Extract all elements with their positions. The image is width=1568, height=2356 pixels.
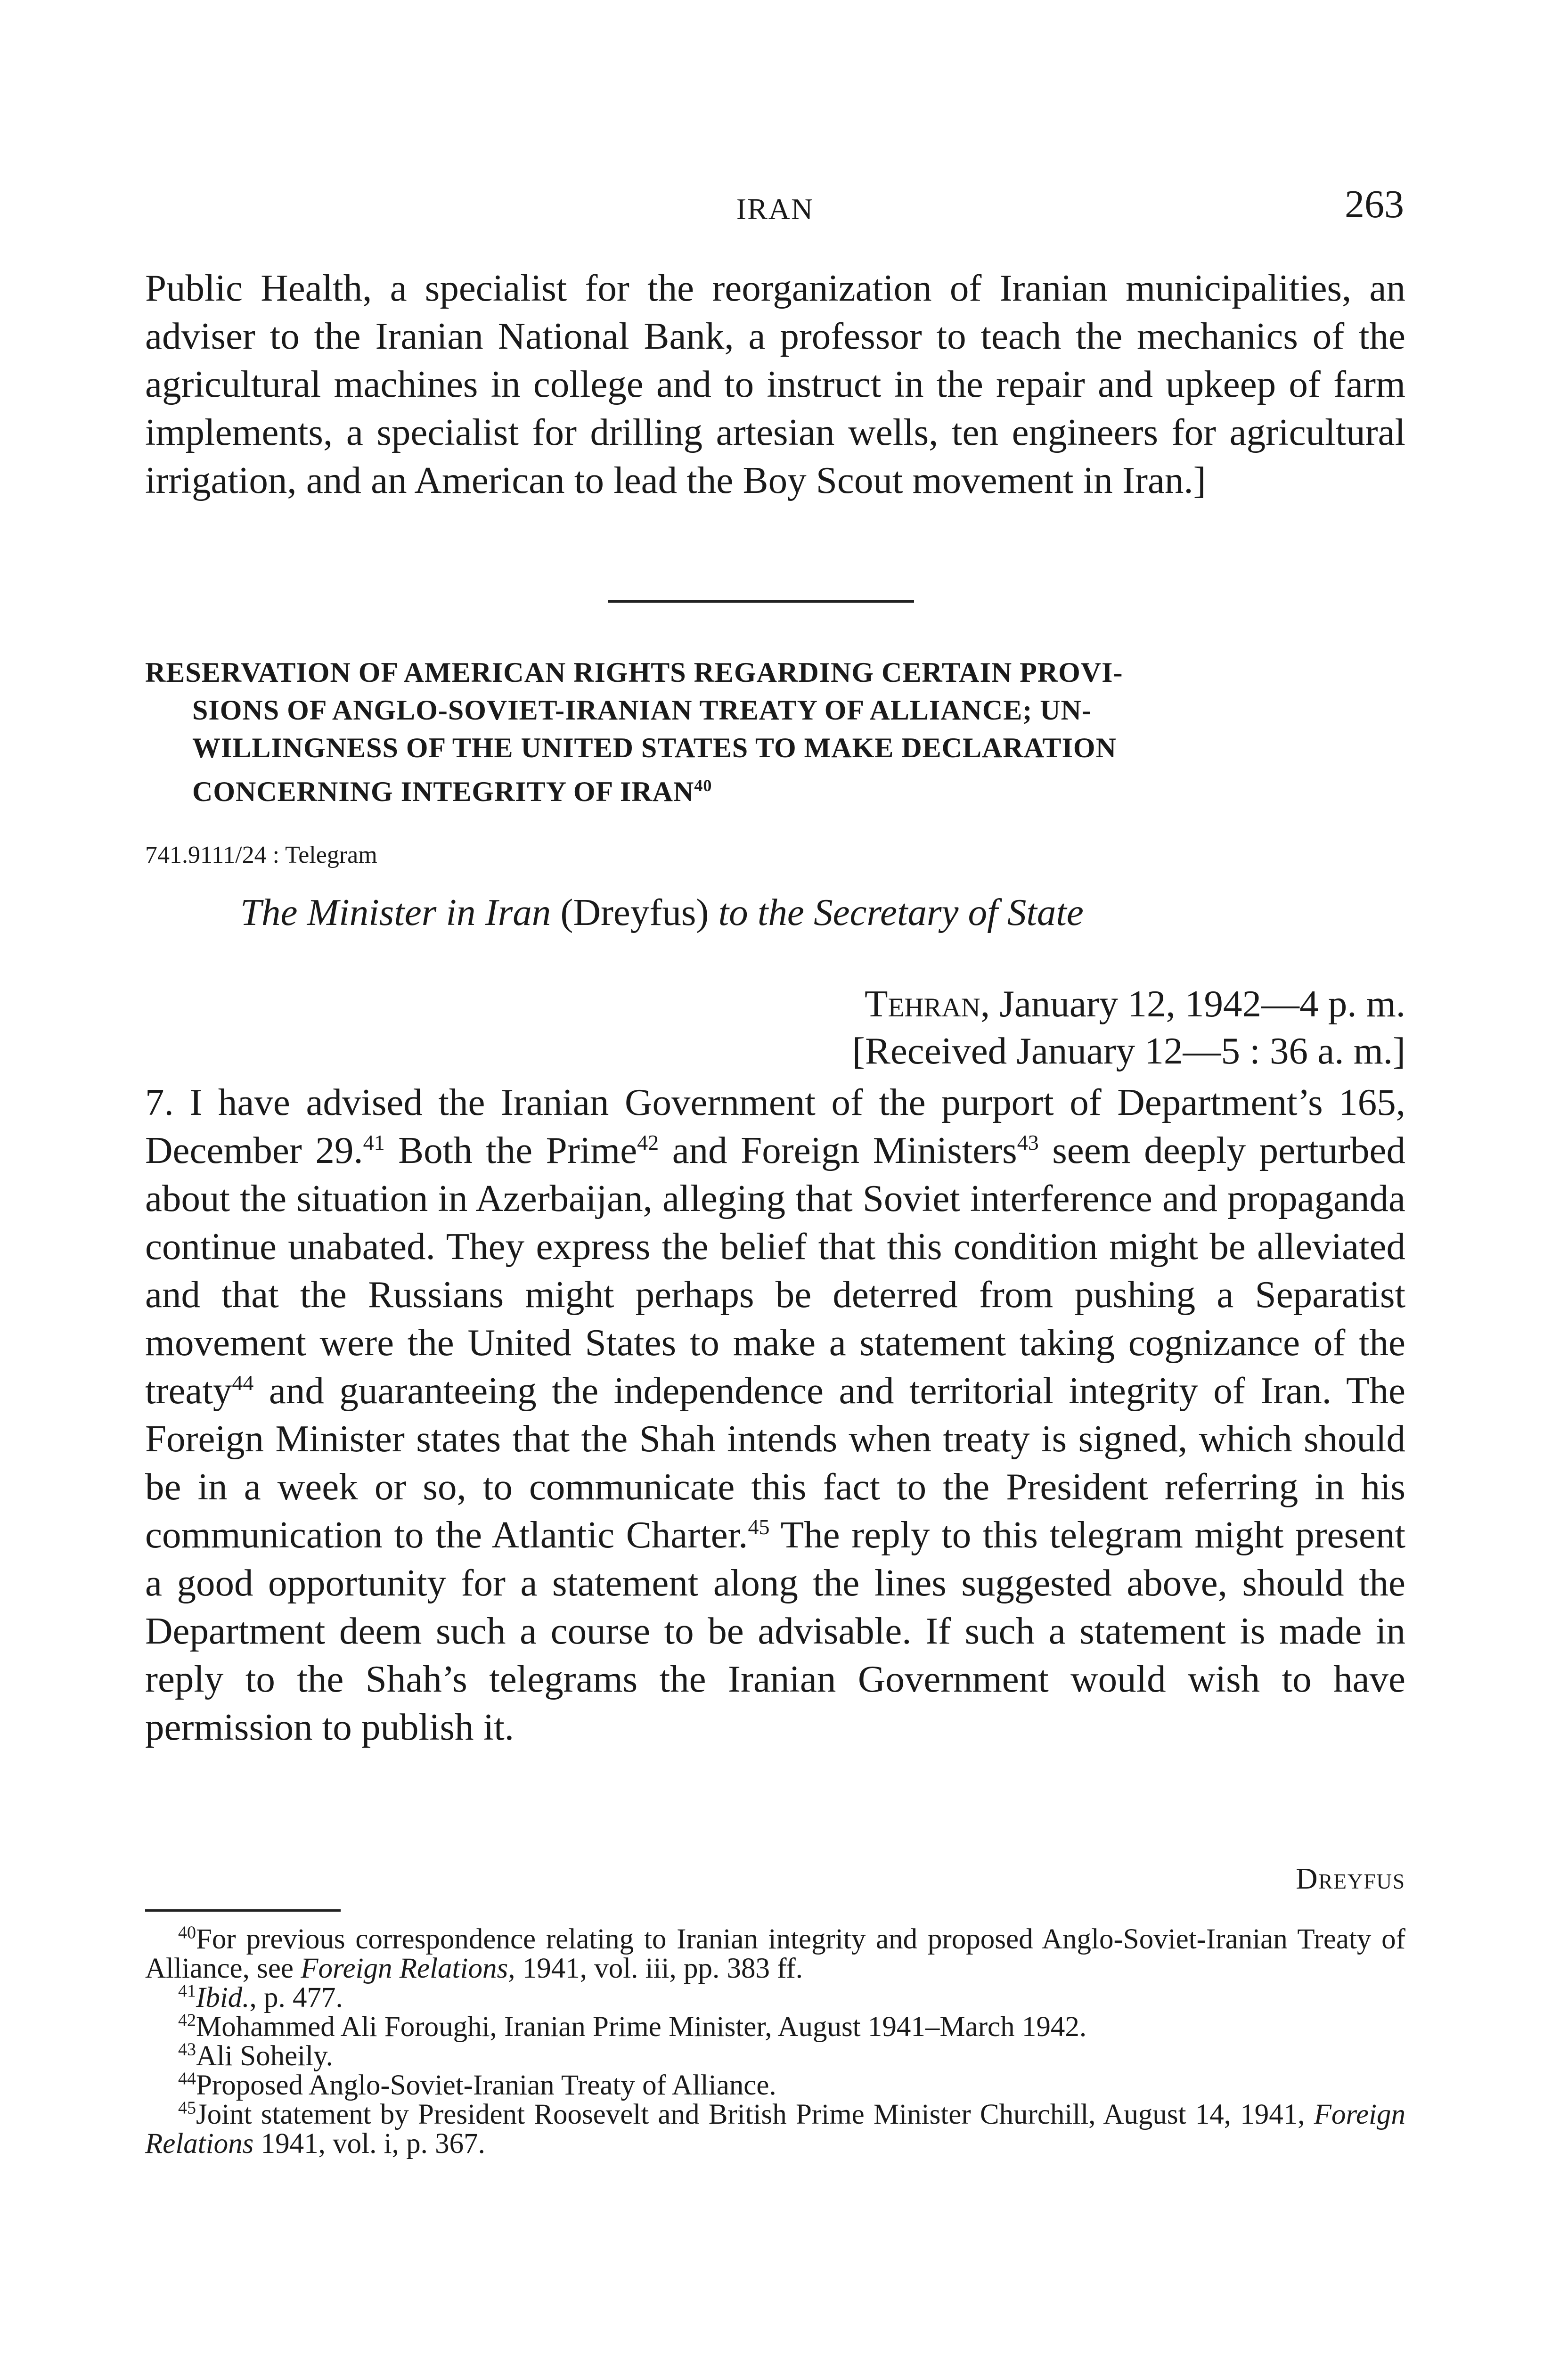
footnote-ref-44[interactable]: 44 (232, 1371, 254, 1395)
footnote-ref-41[interactable]: 41 (363, 1130, 385, 1154)
document-title (240, 891, 1084, 934)
dateline (852, 980, 1405, 1074)
footnotes (145, 1922, 1405, 2160)
body-segment-6: The reply to this telegram might present a good opportunity for a statement along the lines suggested above, should the Department deem such a course to be advisable. If such a statement is made in reply to the Shah’s telegrams the Iranian Government would wish to have permission to publish it. (145, 1513, 1405, 1748)
heading-line-3: WILLINGNESS OF THE UNITED STATES TO MAKE DECLARATION (192, 732, 1117, 763)
intro-paragraph-text: Public Health, a specialist for the reorganization of Iranian municipalities, an adviser to the Iranian National Bank, a professor to teach the mechanics of the agricultural machines in college and to instruct in the repair and upkeep of farm implements, a specialist for drilling artesian wells, ten engineers for agricultural irrigation, and an American to lead the Boy Scout movement in Iran.] (145, 267, 1405, 501)
running-title: IRAN (736, 192, 814, 226)
footnote-number: 45 (178, 2098, 196, 2118)
telegram-paragraph (145, 1078, 1405, 1751)
dateline-place: Tehran, (865, 982, 990, 1025)
body-segment-3: and Foreign Ministers (659, 1129, 1017, 1171)
heading-line-4 (145, 767, 1405, 810)
dateline-received: [Received January 12—5 : 36 a. m.] (852, 1030, 1405, 1072)
footnote-number: 42 (178, 2010, 196, 2030)
heading-line-4-text: CONCERNING INTEGRITY OF IRAN (192, 776, 694, 807)
body-segment-5: and guaranteeing the independence and territorial integrity of Iran. The Foreign Minister states that the Shah intends when treaty is signed, which should be in a week or so, to communicate this fact to the President referring in his communication to the Atlantic Charter. (145, 1369, 1405, 1556)
footnote-italic: Foreign Relations (145, 2099, 1405, 2160)
heading-footnote-ref: 40 (694, 776, 712, 795)
telegram-body (145, 1078, 1405, 1751)
heading-line-1: RESERVATION OF AMERICAN RIGHTS REGARDING CERTAIN PROVI- (145, 657, 1123, 688)
title-suffix: to the Secretary of State (709, 891, 1084, 933)
dateline-date: January 12, 1942—4 p. m. (990, 982, 1405, 1025)
footnote-40 (145, 1922, 1405, 1984)
footnote-number: 44 (178, 2069, 196, 2089)
footnote-text: Proposed Anglo-Soviet-Iranian Treaty of Alliance. (196, 2070, 776, 2101)
footnote-41 (145, 1983, 1405, 2012)
intro-paragraph (145, 264, 1405, 504)
footnote-45 (145, 2100, 1405, 2159)
body-segment-4: seem deeply perturbed about the situation in Azerbaijan, alleging that Soviet interference and propaganda continue unabated. They express the belief that this condition might be alleviated and that the Russians might perhaps be deterred from pushing a Separatist movement were the United States to make a statement taking cognizance of the treaty (145, 1129, 1405, 1412)
section-heading (145, 654, 1405, 810)
footnote-43 (145, 2039, 1405, 2072)
footnote-text: Mohammed Ali Foroughi, Iranian Prime Minister, August 1941–March 1942. (196, 2011, 1087, 2043)
footnote-text-after: , 1941, vol. iii, pp. 383 ff. (508, 1953, 803, 1984)
footnote-number: 43 (178, 2039, 196, 2060)
footnote-ref-45[interactable]: 45 (748, 1515, 770, 1539)
footnote-number: 41 (178, 1981, 196, 2001)
footnote-italic: Foreign Relations (301, 1953, 508, 1984)
footnote-divider (145, 1909, 341, 1912)
footnote-text: , p. 477. (249, 1982, 343, 2013)
footnote-42 (145, 2012, 1405, 2042)
page-number: 263 (1345, 182, 1404, 226)
footnote-italic: Ibid. (196, 1982, 250, 2013)
footnote-text: Joint statement by President Roosevelt and British Prime Minister Churchill, August 14, 1941, (196, 2099, 1314, 2130)
footnote-text-after: 1941, vol. i, p. 367. (253, 2128, 485, 2160)
footnote-ref-43[interactable]: 43 (1017, 1130, 1039, 1154)
signature: Dreyfus (1296, 1862, 1405, 1895)
heading-line-2: SIONS OF ANGLO-SOVIET-IRANIAN TREATY OF ALLIANCE; UN- (192, 695, 1092, 726)
dateline-sent (852, 980, 1405, 1027)
footnote-text: For previous correspondence relating to Iranian integrity and proposed Anglo-Soviet-Iranian Treaty of Alliance, see (145, 1923, 1405, 1984)
file-reference: 741.9111/24 : Telegram (145, 842, 377, 868)
body-segment-2: Both the Prime (384, 1129, 637, 1171)
title-prefix: The Minister in Iran (240, 891, 561, 933)
footnote-44 (145, 2071, 1405, 2100)
body-segment-1: 7. I have advised the Iranian Government of the purport of Department’s 165, December 29. (145, 1081, 1405, 1171)
footnote-ref-42[interactable]: 42 (637, 1130, 659, 1154)
footnote-text: Ali Soheily. (196, 2040, 333, 2072)
footnote-number: 40 (178, 1922, 196, 1943)
title-name: (Dreyfus) (560, 891, 709, 933)
running-head (146, 181, 1404, 233)
section-divider (608, 600, 914, 603)
